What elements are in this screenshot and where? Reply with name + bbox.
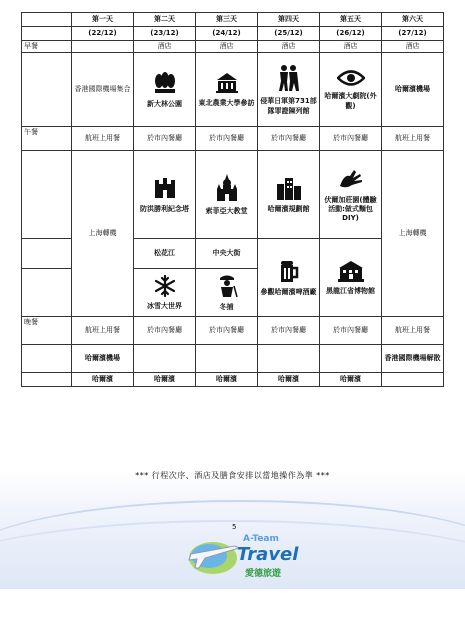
activity-cell: 冰雪大世界	[134, 269, 196, 317]
meal-cell: 酒店	[320, 41, 382, 53]
meal-cell: 於市內餐廳	[134, 317, 196, 345]
meal-cell: 於市內餐廳	[196, 317, 258, 345]
day-header: 第三天	[196, 13, 258, 27]
meal-cell: 於市內餐廳	[320, 127, 382, 151]
meal-cell: 酒店	[258, 41, 320, 53]
row-label-dinner: 晚餐	[22, 317, 72, 345]
activity-cell: 哈爾濱機場	[72, 345, 134, 373]
date-cell: (25/12)	[258, 27, 320, 41]
memorial-statue-icon	[260, 64, 317, 95]
activity-cell: 上海轉機	[72, 151, 134, 317]
corner-cell	[22, 13, 72, 27]
meal-cell: 於市內餐廳	[258, 317, 320, 345]
meal-cell: 酒店	[196, 41, 258, 53]
activity-cell: 哈爾濱大劇院(外觀)	[320, 53, 382, 127]
date-cell: (24/12)	[196, 27, 258, 41]
corner-cell	[22, 27, 72, 41]
activity-cell: 哈爾濱規劃館	[258, 151, 320, 239]
hotel-cell	[382, 373, 444, 387]
hotel-cell: 哈爾濱	[72, 373, 134, 387]
activity-cell: 香港國際機場集合	[72, 53, 134, 127]
itinerary-disclaimer: *** 行程次序、酒店及膳食安排以當地操作為準 ***	[135, 471, 330, 480]
row-label-lunch: 午餐	[22, 127, 72, 151]
activity-cell: 香港國際機場解散	[382, 345, 444, 373]
hotel-cell: 哈爾濱	[320, 373, 382, 387]
row-label-breakfast: 早餐	[22, 41, 72, 53]
date-row	[22, 27, 444, 41]
itinerary-table	[21, 12, 444, 387]
logo-text: 愛德旅遊	[245, 569, 282, 579]
breakfast-row	[22, 41, 444, 53]
airplane-globe-icon	[185, 534, 245, 578]
snowflake-icon	[136, 275, 193, 300]
beer-mug-icon	[260, 259, 317, 286]
activity-cell: 東北農業大學參訪	[196, 53, 258, 127]
meal-cell: 酒店	[382, 41, 444, 53]
meal-cell: 酒店	[134, 41, 196, 53]
hotel-cell: 哈爾濱	[196, 373, 258, 387]
logo-text: A-Team	[243, 534, 279, 544]
row-label-empty	[22, 345, 72, 373]
city-buildings-icon	[260, 176, 317, 203]
day-header-row	[22, 13, 444, 27]
activity-cell: 伏爾加莊園(體驗活動:做式麵包DIY)	[320, 151, 382, 239]
row-label-empty	[22, 373, 72, 387]
meal-cell: 航班上用餐	[72, 127, 134, 151]
day-header: 第二天	[134, 13, 196, 27]
activity-cell: 上海轉機	[382, 151, 444, 317]
dinner-row	[22, 317, 444, 345]
park-icon	[136, 71, 193, 98]
hotel-row	[22, 373, 444, 387]
company-logo	[185, 530, 305, 582]
lunch-row	[22, 127, 444, 151]
activity-cell	[320, 345, 382, 373]
activity-cell: 防洪勝利紀念塔	[134, 151, 196, 239]
museum-icon	[322, 260, 379, 285]
meal-cell: 航班上用餐	[382, 317, 444, 345]
activity-cell: 哈爾濱機場	[382, 53, 444, 127]
date-cell: (22/12)	[72, 27, 134, 41]
university-icon	[198, 72, 255, 97]
meal-cell: 於市內餐廳	[134, 127, 196, 151]
day-header: 第六天	[382, 13, 444, 27]
meal-cell	[72, 41, 134, 53]
activity-cell: 中央大街	[196, 239, 258, 269]
activity-cell: 新大林公園	[134, 53, 196, 127]
day-header: 第四天	[258, 13, 320, 27]
evening-row	[22, 345, 444, 373]
activity-cell: 冬捕	[196, 269, 258, 317]
activity-cell	[258, 345, 320, 373]
day-header: 第五天	[320, 13, 382, 27]
date-cell: (26/12)	[320, 27, 382, 41]
activity-cell	[196, 345, 258, 373]
date-cell: (27/12)	[382, 27, 444, 41]
row-label-empty	[22, 239, 72, 269]
row-label-empty	[22, 151, 72, 239]
meal-cell: 於市內餐廳	[320, 317, 382, 345]
activity-cell: 索菲亞大教堂	[196, 151, 258, 239]
page-number: 5	[232, 523, 237, 531]
row-label-empty	[22, 269, 72, 317]
meal-cell: 航班上用餐	[382, 127, 444, 151]
morning-row	[22, 53, 444, 127]
meal-cell: 於市內餐廳	[258, 127, 320, 151]
cathedral-icon	[198, 174, 255, 205]
day-header: 第一天	[72, 13, 134, 27]
afternoon-row-a	[22, 151, 444, 239]
activity-cell: 侵華日軍第731部隊罪證陳列館	[258, 53, 320, 127]
monument-icon	[136, 176, 193, 203]
date-cell: (23/12)	[134, 27, 196, 41]
eye-icon	[322, 69, 379, 90]
hands-icon	[322, 166, 379, 193]
activity-cell: 松花江	[134, 239, 196, 269]
logo-text: Travel	[237, 544, 299, 565]
row-label-empty	[22, 53, 72, 127]
hotel-cell: 哈爾濱	[258, 373, 320, 387]
activity-cell	[134, 345, 196, 373]
meal-cell: 航班上用餐	[72, 317, 134, 345]
activity-cell: 黑龍江省博物館	[320, 239, 382, 317]
activity-cell: 參觀哈爾濱啤酒廠	[258, 239, 320, 317]
meal-cell: 於市內餐廳	[196, 127, 258, 151]
hotel-cell: 哈爾濱	[134, 373, 196, 387]
fisherman-icon	[198, 274, 255, 301]
